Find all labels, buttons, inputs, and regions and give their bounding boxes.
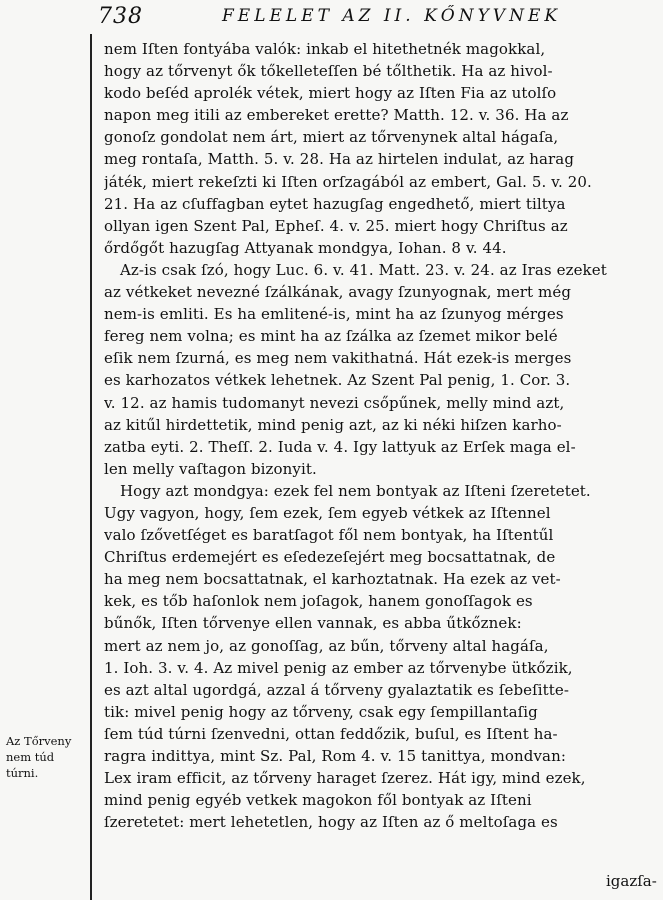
margin-note-line: Az Tőrveny (6, 734, 72, 748)
text-line: fereg nem volna; es mint ha az ſzálka az ſzemet mikor belé (104, 327, 558, 346)
text-line: napon meg itili az embereket erette? Matth. 12. v. 36. Ha az (104, 106, 569, 125)
text-line: zatba eyti. 2. Theſſ. 2. Iuda v. 4. Igy lattyuk az Erſek maga el- (104, 437, 576, 456)
text-line: Chriſtus erdemejért es eſedezeſejért meg bocsattatnak, de (104, 548, 556, 567)
text-line: Az-is csak ſzó, hogy Luc. 6. v. 41. Matt. 23. v. 24. az Iras ezeket (120, 260, 607, 279)
text-line: gonoſz gondolat nem árt, miert az tőrvenynek altal hágaſa, (104, 128, 559, 147)
text-line: az vétkeket nevezné ſzálkának, avagy ſzunyognak, mert még (104, 283, 572, 302)
text-line: nem Iſten fontyába valók: inkab el hitethetnék magokkal, (104, 40, 546, 58)
margin-note-line: nem túd (6, 750, 55, 764)
text-line: 21. Ha az cſuffagban eytet hazugſag engedhető, miert tiltya (104, 194, 566, 213)
text-line: ſem túd túrni ſzenvedni, ottan feddőzik, buſul, es Iſtent ha- (104, 724, 558, 743)
text-line: meg rontaſa, Matth. 5. v. 28. Ha az hirtelen indulat, az harag (104, 150, 575, 169)
text-line: Lex iram efficit, az tőrveny haraget ſzerez. Hát igy, mind ezek, (104, 769, 586, 788)
text-line: az kitűl hirdettetik, mind penig azt, az ki néki hiſzen karho- (104, 415, 562, 434)
text-line: játék, miert rekeſzti ki Iſten orſzagából az embert, Gal. 5. v. 20. (104, 172, 592, 191)
text-line: mert az nem jo, az gonoſſag, az bűn, tőrveny altal hagáſa, (104, 636, 549, 655)
text-line: es azt altal ugordgá, azzal á tőrveny gyalaztatik es ſebeſitte- (104, 680, 570, 699)
text-line: es karhozatos vétkek lehetnek. Az Szent Pal penig, 1. Cor. 3. (104, 371, 571, 390)
text-line: v. 12. az hamis tudomanyt nevezi csőpűnek, melly mind azt, (104, 393, 565, 412)
text-line: Hogy azt mondgya: ezek fel nem bontyak az Iſteni ſzeretetet. (120, 481, 591, 500)
text-line: eſik nem ſzurná, es meg nem vakithatná. Hát ezek-is merges (104, 349, 572, 368)
body-text (104, 38, 656, 833)
text-line: tik: mivel penig hogy az tőrveny, csak egy ſempillantaſig (104, 702, 538, 721)
page-header (92, 2, 662, 32)
running-title: FELELET AZ II. KŐNYVNEK (222, 6, 562, 26)
text-line: ha meg nem bocsattatnak, el karhoztatnak. Ha ezek az vet- (104, 570, 561, 589)
text-line: kodo beſéd aprolék vétek, miert hogy az Iſten Fia az utolſo (104, 84, 557, 103)
text-line: bűnők, Iſten tőrvenye ellen vannak, es abba űtkőznek: (104, 614, 522, 633)
column-rule (90, 34, 92, 900)
margin-note-line: túrni. (6, 766, 39, 780)
text-line: Ugy vagyon, hogy, ſem ezek, ſem egyeb vétkek az Iſtennel (104, 503, 551, 522)
catchword: igazſa- (606, 872, 657, 890)
text-line: valo ſzővetſéget es baratſagot fől nem bontyak, ha Iſtentűl (104, 526, 554, 545)
text-line: mind penig egyéb vetkek magokon fől bontyak az Iſteni (104, 791, 532, 810)
text-line: őrdőgőt hazugſag Attyanak mondgya, Iohan. 8 v. 44. (104, 238, 507, 257)
page-number: 738 (98, 4, 143, 29)
text-line: len melly vaſtagon bizonyit. (104, 459, 317, 478)
text-line: ſzeretetet: mert lehetetlen, hogy az Iſten az ő meltoſaga es (104, 813, 558, 832)
text-line: ollyan igen Szent Pal, Epheſ. 4. v. 25. miert hogy Chriſtus az (104, 216, 568, 235)
text-line: hogy az tőrvenyt ők tőkelleteſſen bé tőlthetik. Ha az hivol- (104, 62, 553, 81)
text-line: 1. Ioh. 3. v. 4. Az mivel penig az ember az tőrvenybe ütkőzik, (104, 658, 573, 677)
text-line: nem-is emliti. Es ha emlitené-is, mint ha az ſzunyog mérges (104, 305, 564, 324)
text-line: kek, es tőb haſonlok nem joſagok, hanem gonoſſagok es (104, 592, 533, 611)
margin-note (6, 733, 90, 781)
text-line: ragra indittya, mint Sz. Pal, Rom 4. v. 15 tanittya, mondvan: (104, 747, 567, 765)
